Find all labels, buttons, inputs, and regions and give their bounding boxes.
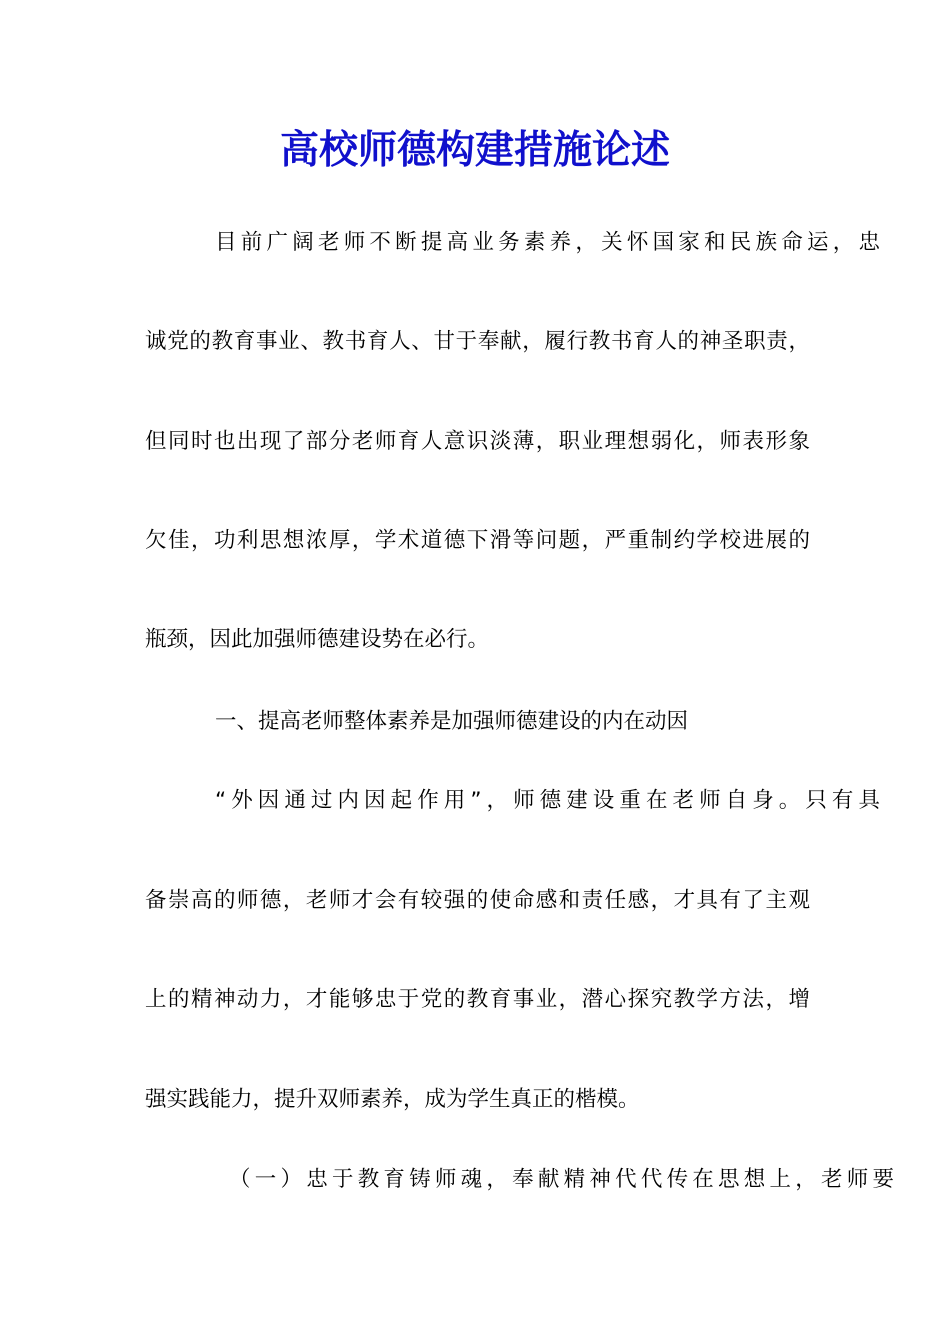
body-line-3: 但同时也出现了部分老师育人意识淡薄，职业理想弱化，师表形象	[145, 429, 810, 454]
section-heading-1: 一、提高老师整体素养是加强师德建设的内在动因	[215, 709, 689, 734]
document-title: 高校师德构建措施论述	[279, 127, 670, 173]
body-line-5: 瓶颈，因此加强师德建设势在必行。	[145, 627, 490, 652]
body-line-7: “外因通过内因起作用”，师德建设重在老师自身。只有具	[215, 788, 880, 813]
subsection-line-1: （一）忠于教育铸师魂，奉献精神代代传在思想上，老师要	[229, 1167, 894, 1192]
body-line-2: 诚党的教育事业、教书育人、甘于奉献，履行教书育人的神圣职责，	[145, 329, 810, 354]
body-line-4: 欠佳，功利思想浓厚，学术道德下滑等问题，严重制约学校进展的	[145, 528, 810, 553]
body-line-1: 目前广阔老师不断提高业务素养，关怀国家和民族命运，忠	[215, 230, 880, 255]
body-line-9: 上的精神动力，才能够忠于党的教育事业，潜心探究教学方法，增	[145, 987, 810, 1012]
body-line-10: 强实践能力，提升双师素养，成为学生真正的楷模。	[145, 1087, 640, 1112]
body-line-8: 备崇高的师德，老师才会有较强的使命感和责任感，才具有了主观	[145, 888, 810, 913]
